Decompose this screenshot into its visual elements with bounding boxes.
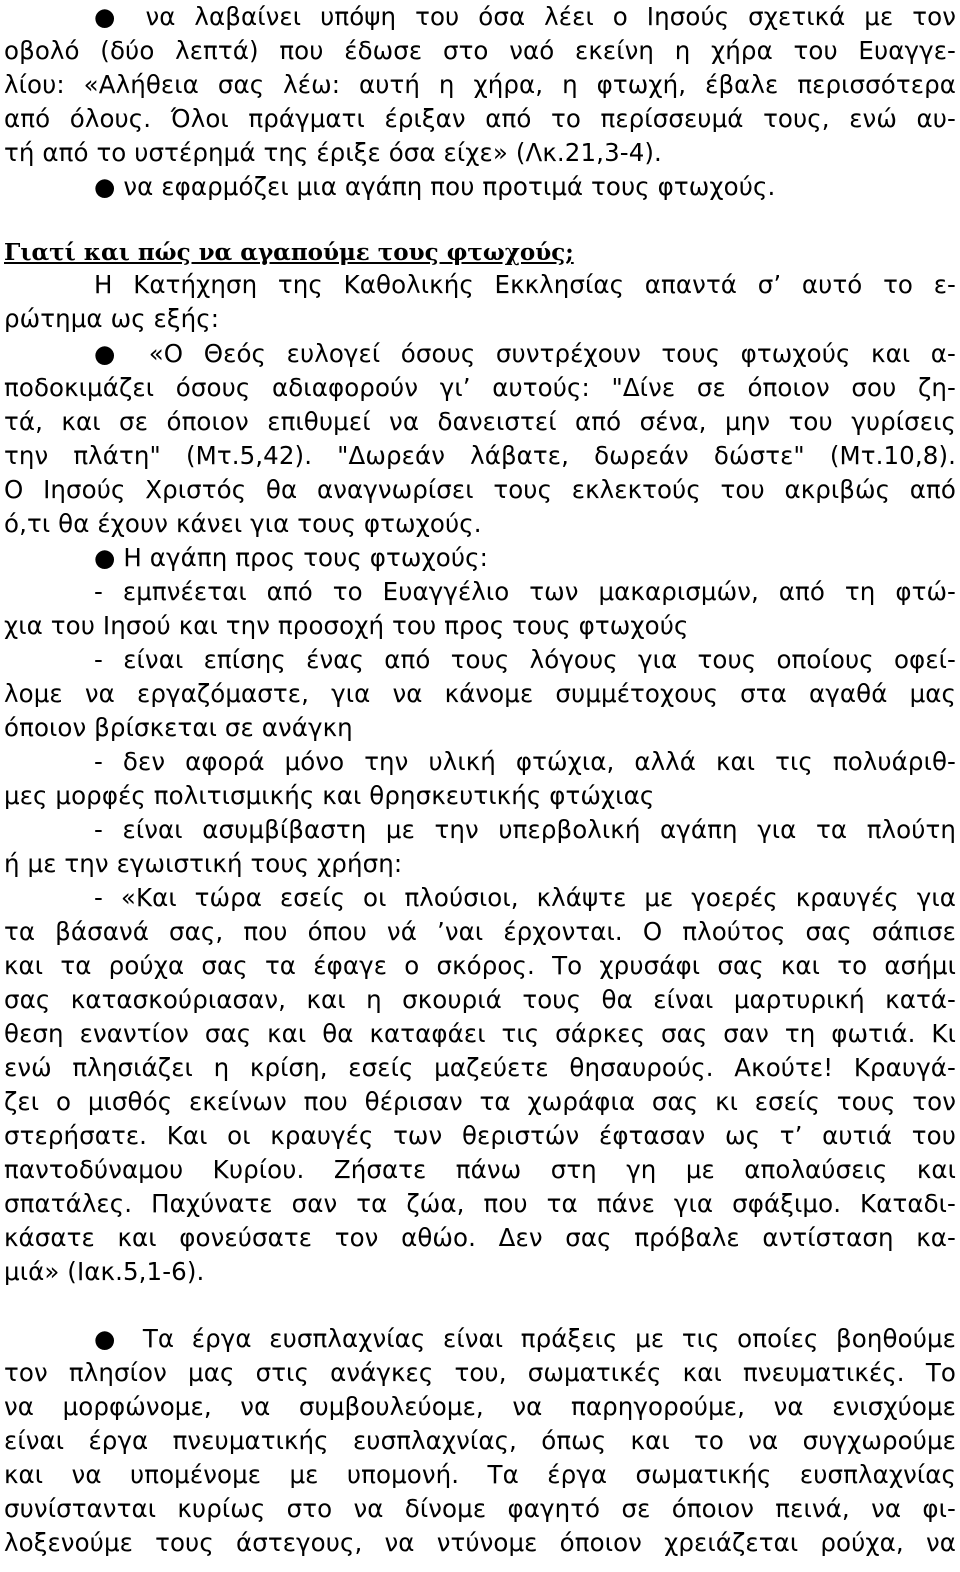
text-line: ● Τα έργα ευσπλαχνίας είναι πράξεις με τις οποίες βοηθούμε [94, 1324, 956, 1353]
text-line: όποιον βρίσκεται σε ανάγκη [4, 713, 353, 742]
text-line: - «Και τώρα εσείς οι πλούσιοι, κλάψτε με γοερές κραυγές για [94, 883, 956, 912]
text-line: λομε να εργαζόμαστε, για να κάνομε συμμέτοχους στα αγαθά μας [4, 679, 956, 708]
text-line: και να υπομένομε με υπομονή. Τα έργα σωματικής ευσπλαχνίας [4, 1460, 956, 1489]
text-line: ενώ πλησιάζει η κρίση, εσείς μαζεύετε θησαυρούς. Ακούτε! Κραυγά- [4, 1053, 956, 1082]
text-line: τά, και σε όποιον επιθυμεί να δανειστεί από σένα, μην του γυρίσεις [4, 407, 956, 436]
text-line: να μορφώνομε, να συμβουλεύομε, να παρηγορούμε, να ενισχύομε [4, 1392, 956, 1421]
text-line: παντοδύναμου Κυρίου. Ζήσατε πάνω στη γη με απολαύσεις και [4, 1155, 956, 1184]
text-line: ρώτημα ως εξής: [4, 304, 220, 333]
text-line: - δεν αφορά μόνο την υλική φτώχια, αλλά και τις πολυάριθ- [94, 747, 956, 776]
text-line: τα βάσανά σας, που όπου νά ’ναι έρχονται. Ο πλούτος σας σάπισε [4, 917, 956, 946]
text-line: Η Κατήχηση της Καθολικής Εκκλησίας απαντά σ’ αυτό το ε- [94, 270, 956, 299]
section-heading: Γιατί και πώς να αγαπούμε τους φτωχούς; [4, 239, 574, 266]
text-line: από όλους. Όλοι πράγματι έριξαν από το περίσσευμά τους, ενώ αυ- [4, 104, 956, 133]
text-line: ζει ο μισθός εκείνων που θέρισαν τα χωράφια σας κι εσείς τους τον [4, 1087, 956, 1116]
text-line: σας κατασκούριασαν, και η σκουριά τους θα είναι μαρτυρική κατά- [4, 985, 956, 1014]
text-line: ποδοκιμάζει όσους αδιαφορούν γι’ αυτούς: "Δίνε σε όποιον σου ζη- [4, 373, 956, 402]
text-line: είναι έργα πνευματικής ευσπλαχνίας, όπως και το να συγχωρούμε [4, 1426, 956, 1455]
text-line: σπατάλες. Παχύνατε σαν τα ζώα, που τα πάνε για σφάξιμο. Καταδι- [4, 1189, 956, 1218]
text-line: ● να λαβαίνει υπόψη του όσα λέει ο Ιησούς σχετικά με τον [94, 2, 956, 31]
text-line: και τα ρούχα σας τα έφαγε ο σκόρος. Το χρυσάφι σας και το ασήμι [4, 951, 956, 980]
text-line: θεση εναντίον σας και θα καταφάει τις σάρκες σας σαν τη φωτιά. Κι [4, 1019, 956, 1048]
text-line: τον πλησίον μας στις ανάγκες του, σωματικές και πνευματικές. Το [4, 1358, 956, 1387]
text-line: ● Η αγάπη προς τους φτωχούς: [94, 543, 488, 572]
text-line: συνίστανται κυρίως στο να δίνομε φαγητό σε όποιον πεινά, να φι- [4, 1494, 956, 1523]
text-line: ● να εφαρμόζει μια αγάπη που προτιμά τους φτωχούς. [94, 172, 776, 201]
text-line: χια του Ιησού και την προσοχή του προς τους φτωχούς [4, 611, 689, 640]
text-line: ό,τι θα έχουν κάνει για τους φτωχούς. [4, 509, 482, 538]
text-line: μες μορφές πολιτισμικής και θρησκευτικής φτώχιας [4, 781, 655, 810]
text-line: μιά» (Ιακ.5,1-6). [4, 1257, 205, 1286]
text-line: Ο Ιησούς Χριστός θα αναγνωρίσει τους εκλεκτούς του ακριβώς από [4, 475, 956, 504]
text-line: οβολό (δύο λεπτά) που έδωσε στο ναό εκείνη η χήρα του Ευαγγε- [4, 36, 956, 65]
text-line: στερήσατε. Και οι κραυγές των θεριστών έφτασαν ως τ’ αυτιά του [4, 1121, 956, 1150]
text-line: λοξενούμε τους άστεγους, να ντύνομε όποιον χρειάζεται ρούχα, να [4, 1528, 956, 1557]
text-line: ή με την εγωιστική τους χρήση: [4, 849, 403, 878]
text-line: την πλάτη" (Μτ.5,42). "Δωρεάν λάβατε, δωρεάν δώστε" (Μτ.10,8). [4, 441, 956, 470]
text-line: τή από το υστέρημά της έριξε όσα είχε» (Λκ.21,3-4). [4, 138, 662, 167]
text-line: - είναι επίσης ένας από τους λόγους για τους οποίους οφεί- [94, 645, 956, 674]
text-line: - εμπνέεται από το Ευαγγέλιο των μακαρισμών, από τη φτώ- [94, 577, 956, 606]
text-line: λίου: «Αλήθεια σας λέω: αυτή η χήρα, η φτωχή, έβαλε περισσότερα [4, 70, 956, 99]
text-line: κάσατε και φονεύσατε τον αθώο. Δεν σας πρόβαλε αντίσταση κα- [4, 1223, 956, 1252]
text-line: ● «Ο Θεός ευλογεί όσους συντρέχουν τους φτωχούς και α- [94, 339, 956, 368]
text-line: - είναι ασυμβίβαστη με την υπερβολική αγάπη για τα πλούτη [94, 815, 956, 844]
